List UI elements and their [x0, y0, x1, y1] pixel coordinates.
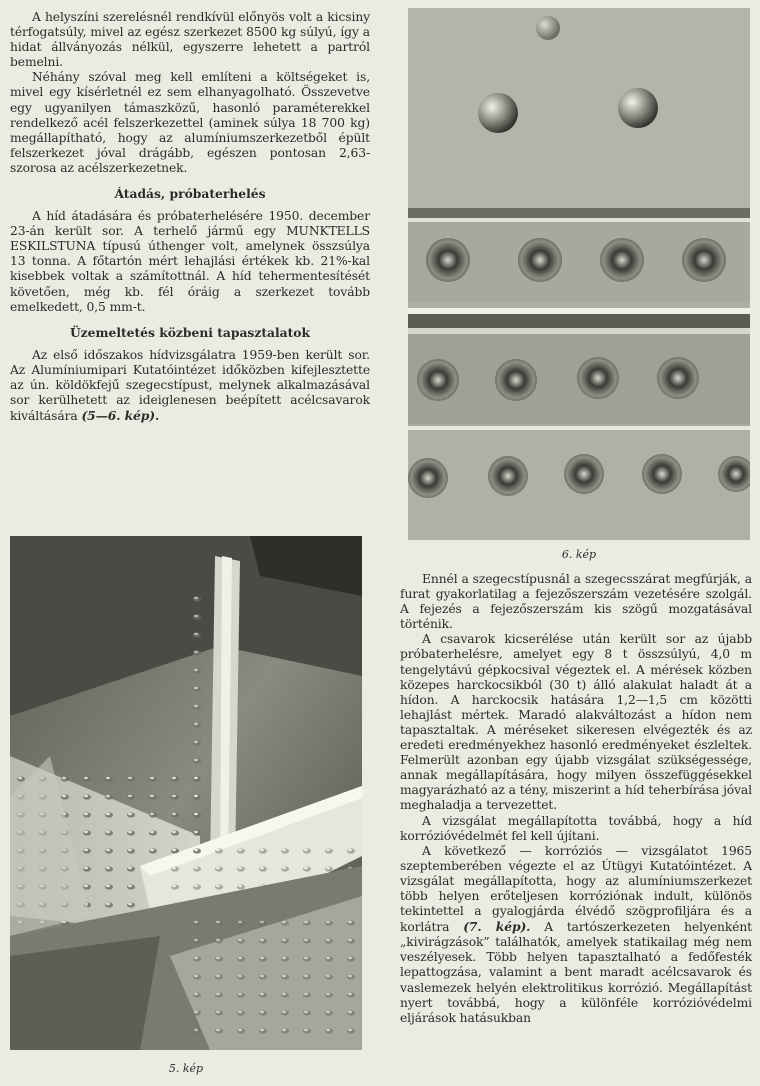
figure-reference: (5—6. kép). — [81, 408, 160, 424]
photo-5-bridge-girder — [10, 536, 362, 1050]
figure-reference: (7. kép). — [463, 919, 531, 935]
section-heading: Átadás, próbaterhelés — [114, 186, 266, 202]
paragraph: Néhány szóval meg kell említeni a költségeket is, mivel egy kísérletnél ez sem elhanyagolható. Összevetve egy ugyanilyen támaszközű, hasonló paraméterekkel rendelkező acél felszerkezettel (aminek súlya 18 700 kg) megállapítható, hogy az alumíniumszerkezetből épült felszerkezet jóval drágább, egészen pontosan 2,63-szorosa az acélszerkezetnek. — [10, 70, 370, 175]
paragraph — [10, 348, 370, 424]
figure-caption: 6. kép — [561, 548, 597, 561]
left-column — [10, 10, 370, 424]
paragraph: A vizsgálat megállapította továbbá, hogy a híd korrózióvédelmét fel kell újítani. — [400, 813, 752, 843]
right-column — [400, 572, 752, 1026]
paragraph: A csavarok kicserélése után került sor az újabb próbaterhelésre, amelyet egy 8 t összsúlyú, 4,0 m tengelytávú gépkocsival végeztek el. A mérések közben közepes harckocsikból (30 t) álló alakulat haladt át a hídon. A harckocsik hatására 1,2—1,5 cm közötti lehajlást mértek. Maradó alakváltozást a hídon nem tapasztaltak. A méréseket sikeresen elvégezték és az eredeti eredményekhez hasonló eredményeket észleltek. Felmerült azonban egy újabb vizsgálat szükségessége, annak megállapítására, hogy milyen összefüggésekkel magyarázható az a tény, miszerint a híd teherbírása jóval meghaladja a tervezettet. — [400, 632, 752, 813]
photo-6-rivet-closeup — [408, 8, 750, 540]
paragraph: A híd átadására és próbaterhelésére 1950. december 23-án került sor. A terhelő jármű egy MUNKTELLS ESKILSTUNA típusú úthenger volt, amelynek összsúlya 13 tonna. A főtartón mért lehajlási értékek kb. 21%-kal kisebbek voltak a számítottnál. A híd tehermentesítését követően, még kb. fél óráig a szerkezet tovább emelkedett, 0,5 mm-t. — [10, 209, 370, 314]
paragraph-text: A tartószerkezeten helyenként „kivirágzások” találhatók, amelyek statikailag még nem veszélyesek. Több helyen tapasztalható a fedőfesték lepattogzása, valamint a bent maradt acélcsavarok és vaslemezek helyén elektrolitikus korrózió. Megállapítást nyert továbbá, hogy a különféle korrózióvédelmi eljárások hatásukban — [400, 920, 753, 1025]
section-heading: Üzemeltetés közbeni tapasztalatok — [69, 324, 311, 340]
figure-caption: 5. kép — [168, 1062, 204, 1075]
paragraph: A helyszíni szerelésnél rendkívül előnyös volt a kicsiny térfogatsúly, mivel az egész szerkezet 8500 kg súlyú, így a hidat állványozás nélkül, egyszerre lehetett a partról bemelni. — [10, 10, 370, 70]
paragraph — [400, 844, 752, 1026]
paragraph-text: Az első időszakos hídvizsgálatra 1959-ben került sor. Az Alumíniumipari Kutatóintézet időközben kifejlesztette az ún. köldökfejű szegecstípust, melynek alkalmazásával sor kerülhetett az ideiglenesen beépített acélcsavarok kiváltására — [10, 347, 370, 424]
paragraph-text: A következő — korróziós — vizsgálatot 1965 szeptemberében végezte el az Útügyi Kutatóintézet. A vizsgálat megállapította, hogy az alumíniumszerkezet több helyen erőteljesen korróziónak indult, különös tekintettel a gyalogjárda élvédő szögprofiljára és a korlátra — [400, 843, 752, 935]
paragraph: Ennél a szegecstípusnál a szegecsszárat megfúrják, a furat gyakorlatilag a fejezőszerszám vezetésére szolgál. A fejezés a fejezőszerszám kis szögű mozgatásával történik. — [400, 572, 752, 632]
